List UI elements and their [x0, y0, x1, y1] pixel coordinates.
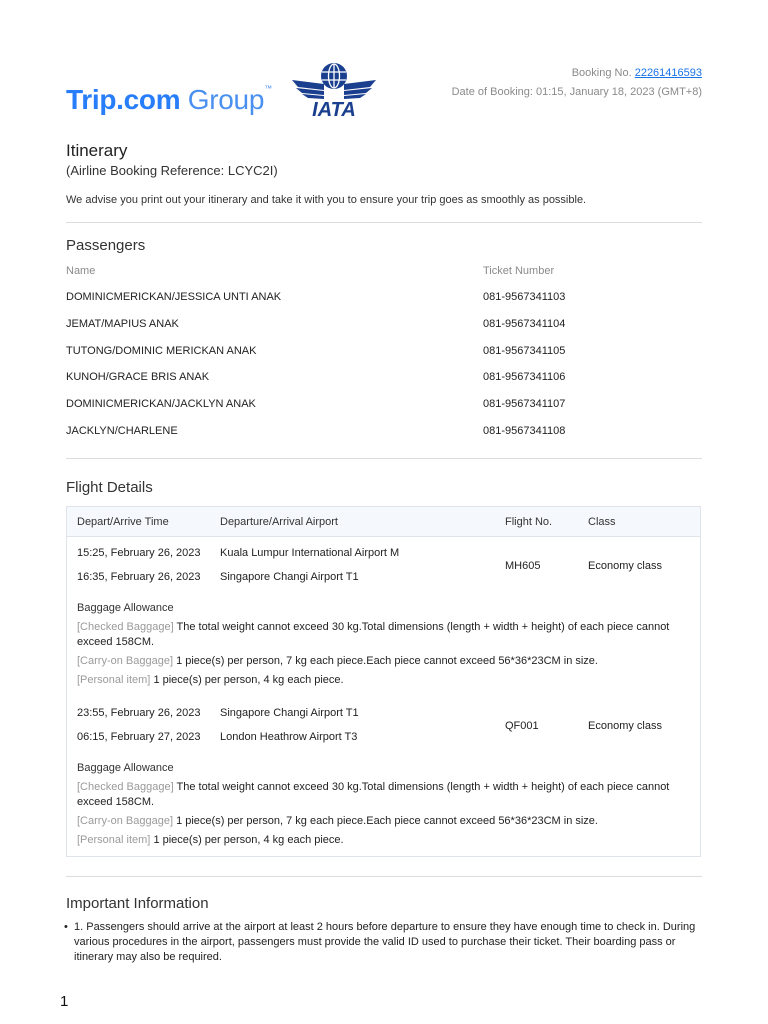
- flight-details-section-title: Flight Details: [66, 479, 153, 496]
- carry-on-baggage-text: 1 piece(s) per person, 7 kg each piece.Each piece cannot exceed 56*36*23CM in size.: [176, 815, 598, 827]
- carry-on-baggage-line: [77, 814, 687, 829]
- passenger-row: [66, 291, 702, 311]
- depart-arrive-time-header: Depart/Arrive Time: [77, 516, 169, 528]
- carry-on-baggage-line: [77, 654, 687, 669]
- airport-header: Departure/Arrival Airport: [220, 516, 338, 528]
- flight-number-header: Flight No.: [505, 516, 553, 528]
- carry-on-baggage-label: [Carry-on Baggage]: [77, 655, 173, 667]
- checked-baggage-label: [Checked Baggage]: [77, 621, 174, 633]
- flight-details-table: [66, 506, 701, 857]
- baggage-allowance-title: Baggage Allowance: [77, 762, 174, 774]
- brand-trademark: ™: [264, 84, 272, 93]
- passenger-name: KUNOH/GRACE BRIS ANAK: [66, 371, 210, 383]
- segment-departure-time: 15:25, February 26, 2023: [77, 547, 201, 559]
- ticket-number: 081-9567341106: [483, 371, 566, 383]
- passenger-name-column-header: Name: [66, 265, 96, 277]
- segment-departure-time: 23:55, February 26, 2023: [77, 707, 201, 719]
- personal-item-label: [Personal item]: [77, 834, 151, 846]
- iata-logo: [290, 60, 378, 118]
- passenger-name: TUTONG/DOMINIC MERICKAN ANAK: [66, 345, 257, 357]
- section-divider: [66, 458, 702, 459]
- carry-on-baggage-text: 1 piece(s) per person, 7 kg each piece.Each piece cannot exceed 56*36*23CM in size.: [176, 655, 598, 667]
- passenger-name: DOMINICMERICKAN/JACKLYN ANAK: [66, 398, 256, 410]
- passenger-name: DOMINICMERICKAN/JESSICA UNTI ANAK: [66, 291, 282, 303]
- booking-number-label: Booking No.: [571, 67, 632, 79]
- passenger-row: [66, 345, 702, 365]
- airline-booking-reference: (Airline Booking Reference: LCYC2I): [66, 163, 278, 178]
- booking-meta: [452, 64, 702, 102]
- itinerary-title: Itinerary: [66, 141, 128, 160]
- section-divider: [66, 876, 702, 877]
- ticket-number: 081-9567341105: [483, 345, 566, 357]
- brand-group-text: Group: [187, 84, 265, 115]
- passenger-row: [66, 398, 702, 418]
- checked-baggage-line: [77, 780, 687, 810]
- ticket-number: 081-9567341103: [483, 291, 566, 303]
- passenger-row: [66, 318, 702, 338]
- class-header: Class: [588, 516, 616, 528]
- carry-on-baggage-label: [Carry-on Baggage]: [77, 815, 173, 827]
- important-info-item: [64, 920, 704, 965]
- segment-arrival-time: 06:15, February 27, 2023: [77, 731, 201, 743]
- personal-item-line: [77, 833, 687, 848]
- passengers-section-title: Passengers: [66, 237, 146, 254]
- print-advice-text: We advise you print out your itinerary and take it with you to ensure your trip goes as smoothly as possible.: [66, 194, 587, 206]
- page-number: 1: [60, 993, 69, 1010]
- passenger-name: JEMAT/MAPIUS ANAK: [66, 318, 179, 330]
- segment-class: Economy class: [588, 720, 662, 732]
- ticket-number: 081-9567341108: [483, 425, 566, 437]
- segment-class: Economy class: [588, 560, 662, 572]
- checked-baggage-text: The total weight cannot exceed 30 kg.Total dimensions (length + width + height) of each piece cannot exceed 158CM.: [77, 781, 670, 808]
- checked-baggage-text: The total weight cannot exceed 30 kg.Total dimensions (length + width + height) of each piece cannot exceed 158CM.: [77, 621, 670, 648]
- booking-number-line: [452, 64, 702, 83]
- important-info-text: 1. Passengers should arrive at the airport at least 2 hours before departure to ensure they have enough time to check in. During various procedures in the airport, passengers must provide the valid ID used to purchase their ticket. Their boarding pass or itinerary may also be required.: [74, 921, 696, 963]
- important-information-title: Important Information: [66, 895, 209, 912]
- personal-item-text: 1 piece(s) per person, 4 kg each piece.: [153, 834, 344, 846]
- baggage-allowance-title: Baggage Allowance: [77, 602, 174, 614]
- trip-com-group-logo: [66, 84, 272, 116]
- passenger-name: JACKLYN/CHARLENE: [66, 425, 178, 437]
- flight-table-header: [67, 507, 700, 537]
- segment-arrival-airport: London Heathrow Airport T3: [220, 731, 358, 743]
- section-divider: [66, 222, 702, 223]
- passenger-row: [66, 425, 702, 445]
- checked-baggage-line: [77, 620, 687, 650]
- segment-departure-airport: Kuala Lumpur International Airport M: [220, 547, 400, 559]
- segment-arrival-airport: Singapore Changi Airport T1: [220, 571, 359, 583]
- ticket-number-column-header: Ticket Number: [483, 265, 555, 277]
- passenger-row: [66, 371, 702, 391]
- bullet-marker: •: [64, 921, 68, 933]
- ticket-number: 081-9567341107: [483, 398, 566, 410]
- checked-baggage-label: [Checked Baggage]: [77, 781, 174, 793]
- booking-date: Date of Booking: 01:15, January 18, 2023 (GMT+8): [451, 86, 702, 98]
- personal-item-label: [Personal item]: [77, 674, 151, 686]
- brand-trip-text: Trip.com: [66, 84, 181, 115]
- segment-arrival-time: 16:35, February 26, 2023: [77, 571, 201, 583]
- iata-logo-text: IATA: [312, 99, 356, 118]
- segment-flight-number: MH605: [505, 560, 541, 572]
- segment-departure-airport: Singapore Changi Airport T1: [220, 707, 359, 719]
- segment-flight-number: QF001: [505, 720, 539, 732]
- ticket-number: 081-9567341104: [483, 318, 566, 330]
- booking-number-link[interactable]: 22261416593: [634, 67, 702, 79]
- personal-item-line: [77, 673, 687, 688]
- personal-item-text: 1 piece(s) per person, 4 kg each piece.: [153, 674, 344, 686]
